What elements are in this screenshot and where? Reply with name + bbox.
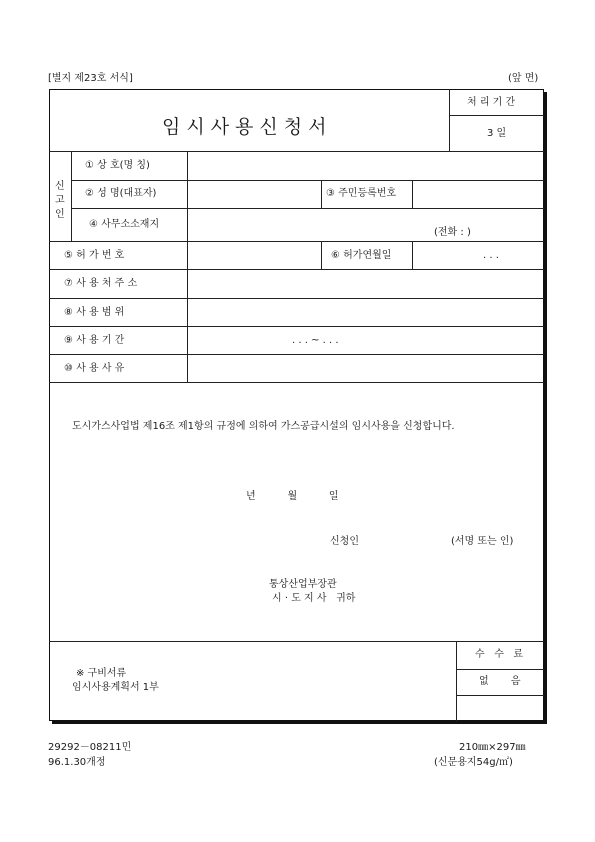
required-docs-title: ※ 구비서류 — [76, 668, 127, 679]
fee-label: 수 수 료 — [475, 649, 524, 660]
frame-shadow-right — [544, 92, 547, 724]
usage-address-input[interactable] — [188, 270, 544, 297]
form-code: [별지 제23호 서식] — [48, 73, 133, 84]
form-number: 29292－08211민 — [48, 742, 132, 753]
usage-period-input[interactable] — [188, 327, 544, 353]
usage-scope-input[interactable] — [188, 299, 544, 325]
usage-period-value: . . . ~ . . . — [292, 335, 339, 346]
phone-field: (전화 : ) — [434, 227, 471, 238]
application-date: 년 월 일 — [246, 491, 339, 502]
permit-date-value: . . . — [483, 250, 499, 261]
label-usage-period: ⑨ 사 용 기 간 — [64, 335, 125, 346]
recipient-governor: 시 · 도 지 사 귀하 — [272, 593, 356, 604]
processing-split — [449, 115, 544, 116]
permit-number-input[interactable] — [188, 242, 320, 268]
permit-date-input[interactable] — [413, 242, 544, 268]
fee-value: 없 음 — [479, 676, 521, 687]
processing-label: 처 리 기 간 — [467, 97, 516, 108]
rule-footer — [49, 641, 544, 642]
fee-bottom — [456, 695, 544, 696]
label-resident-number: ③ 주민등록번호 — [326, 188, 397, 199]
applicant-label: 신청인 — [330, 536, 359, 547]
permit-date-label-left — [321, 241, 322, 269]
label-office-address: ④ 사무소소재지 — [89, 219, 160, 230]
form-title: 임시사용신청서 — [162, 116, 333, 138]
frame-shadow-bottom — [52, 721, 547, 724]
page-side-label: (앞 면) — [508, 73, 539, 84]
processing-value: 3 일 — [487, 128, 507, 139]
label-usage-address: ⑦ 사 용 처 주 소 — [64, 278, 138, 289]
applicant-group-divider — [71, 151, 72, 241]
resident-label-left — [321, 180, 322, 208]
representative-input[interactable] — [188, 181, 320, 207]
application-statement: 도시가스사업법 제16조 제1항의 규정에 의하여 가스공급시설의 임시사용을 신청합니다. — [72, 421, 455, 432]
office-address-input[interactable] — [188, 209, 544, 240]
label-permit-date: ⑥ 허가연월일 — [331, 250, 392, 261]
fee-split — [456, 669, 544, 670]
usage-reason-input[interactable] — [188, 355, 544, 381]
rule-row8 — [49, 382, 544, 383]
label-company-name: ① 상 호(명 칭) — [85, 160, 150, 171]
label-permit-number: ⑤ 허 가 번 호 — [64, 250, 125, 261]
required-docs-item: 임시사용계획서 1부 — [72, 682, 159, 693]
label-usage-reason: ⑩ 사 용 사 유 — [64, 363, 125, 374]
revision-date: 96.1.30개정 — [48, 757, 106, 768]
recipient-minister: 통상산업부장관 — [269, 579, 337, 590]
applicant-group-label: 신 고 인 — [55, 181, 65, 220]
processing-divider — [449, 89, 450, 151]
fee-divider — [456, 641, 457, 721]
paper-size: 210㎜×297㎜ — [459, 742, 526, 753]
company-name-input[interactable] — [188, 152, 544, 179]
resident-number-input[interactable] — [413, 181, 544, 207]
label-usage-scope: ⑧ 사 용 범 위 — [64, 307, 125, 318]
signature-label: (서명 또는 인) — [451, 536, 514, 547]
paper-spec: (신문용지54g/㎡) — [434, 757, 513, 768]
label-representative: ② 성 명(대표자) — [85, 188, 157, 199]
